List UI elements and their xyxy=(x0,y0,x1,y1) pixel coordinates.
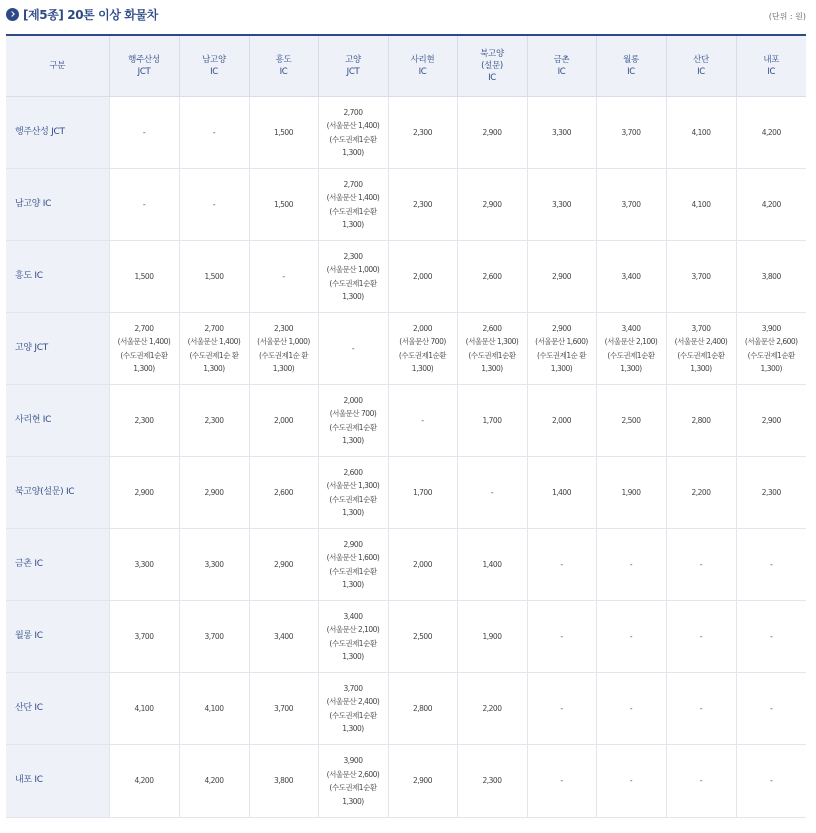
fare-cell: 4,100 xyxy=(179,673,249,745)
column-header: 내포 IC xyxy=(736,35,806,97)
table-row xyxy=(6,673,806,745)
fare-cell: 2,300 xyxy=(388,169,457,241)
fare-cell: 1,400 xyxy=(527,457,596,529)
fare-cell: 2,700 (서울문산 1,400) (수도권제1순 환 1,300) xyxy=(179,313,249,385)
table-header-row xyxy=(6,35,806,97)
fare-cell: 1,500 xyxy=(249,97,318,169)
fare-cell: - xyxy=(736,601,806,673)
row-header: 행주산성 JCT xyxy=(6,97,109,169)
fare-cell: 4,200 xyxy=(736,97,806,169)
fare-cell: 4,100 xyxy=(109,673,179,745)
fare-cell: - xyxy=(736,673,806,745)
fare-cell: 2,000 (서울문산 700) (수도권제1순환 1,300) xyxy=(318,385,388,457)
fare-cell: 3,400 (서울문산 2,100) (수도권제1순환 1,300) xyxy=(596,313,666,385)
fare-cell: - xyxy=(666,529,736,601)
fare-cell: 2,000 xyxy=(388,529,457,601)
fare-cell: 2,900 (서울문산 1,600) (수도권제1순 환 1,300) xyxy=(527,313,596,385)
fare-cell: 2,800 xyxy=(666,385,736,457)
row-header: 고양 JCT xyxy=(6,313,109,385)
column-header: 금촌 IC xyxy=(527,35,596,97)
fare-cell: 2,200 xyxy=(457,673,527,745)
unit-label: (단위 : 원) xyxy=(768,12,806,21)
fare-cell: - xyxy=(179,97,249,169)
fare-cell: 1,500 xyxy=(179,241,249,313)
table-row xyxy=(6,745,806,818)
fare-cell: 2,900 xyxy=(109,457,179,529)
fare-cell: - xyxy=(318,313,388,385)
section-title: [제5종] 20톤 이상 화물차 xyxy=(23,8,158,22)
corner-header: 구분 xyxy=(6,35,109,97)
section-header xyxy=(0,0,816,34)
column-header: 산단 IC xyxy=(666,35,736,97)
table-row xyxy=(6,241,806,313)
table-row xyxy=(6,97,806,169)
fare-cell: 2,800 xyxy=(388,673,457,745)
fare-cell: 2,600 xyxy=(457,241,527,313)
fare-cell: 3,700 (서울문산 2,400) (수도권제1순환 1,300) xyxy=(318,673,388,745)
fare-cell: 3,900 (서울문산 2,600) (수도권제1순환 1,300) xyxy=(736,313,806,385)
fare-cell: - xyxy=(596,673,666,745)
fare-cell: - xyxy=(109,97,179,169)
fare-cell: 2,900 (서울문산 1,600) (수도권제1순환 1,300) xyxy=(318,529,388,601)
fare-cell: - xyxy=(527,529,596,601)
table-row xyxy=(6,601,806,673)
fare-cell: 3,800 xyxy=(736,241,806,313)
fare-cell: - xyxy=(527,745,596,818)
column-header: 행주산성 JCT xyxy=(109,35,179,97)
fare-cell: 2,600 (서울문산 1,300) (수도권제1순환 1,300) xyxy=(318,457,388,529)
fare-cell: 4,200 xyxy=(736,169,806,241)
fare-cell: 2,300 (서울문산 1,000) (수도권제1순환 1,300) xyxy=(318,241,388,313)
fare-cell: - xyxy=(596,529,666,601)
fare-cell: - xyxy=(736,529,806,601)
fare-cell: 2,900 xyxy=(457,97,527,169)
fare-cell: 1,900 xyxy=(457,601,527,673)
fare-cell: 3,700 xyxy=(249,673,318,745)
column-header: 흥도 IC xyxy=(249,35,318,97)
fare-cell: 3,300 xyxy=(527,97,596,169)
fare-cell: 1,700 xyxy=(388,457,457,529)
chevron-circle-icon xyxy=(6,8,19,21)
fare-cell: - xyxy=(666,601,736,673)
fare-cell: 2,900 xyxy=(736,385,806,457)
fare-cell: - xyxy=(109,169,179,241)
toll-fare-table xyxy=(6,34,806,818)
fare-cell: 2,700 (서울문산 1,400) (수도권제1순환 1,300) xyxy=(318,97,388,169)
fare-cell: 2,300 xyxy=(179,385,249,457)
fare-cell: - xyxy=(527,601,596,673)
fare-cell: 3,300 xyxy=(179,529,249,601)
fare-cell: 2,900 xyxy=(457,169,527,241)
fare-cell: 2,300 xyxy=(109,385,179,457)
fare-cell: 2,000 xyxy=(527,385,596,457)
fare-cell: 2,900 xyxy=(249,529,318,601)
fare-cell: - xyxy=(666,673,736,745)
fare-cell: 3,700 xyxy=(666,241,736,313)
fare-cell: 1,400 xyxy=(457,529,527,601)
fare-cell: 1,900 xyxy=(596,457,666,529)
fare-cell: - xyxy=(249,241,318,313)
fare-cell: 1,700 xyxy=(457,385,527,457)
row-header: 흥도 IC xyxy=(6,241,109,313)
fare-cell: 2,600 (서울문산 1,300) (수도권제1순환 1,300) xyxy=(457,313,527,385)
fare-cell: 2,700 (서울문산 1,400) (수도권제1순환 1,300) xyxy=(318,169,388,241)
fare-cell: 3,400 xyxy=(596,241,666,313)
fare-cell: 3,300 xyxy=(109,529,179,601)
fare-cell: 3,400 (서울문산 2,100) (수도권제1순환 1,300) xyxy=(318,601,388,673)
column-header: 고양 JCT xyxy=(318,35,388,97)
fare-cell: 2,700 (서울문산 1,400) (수도권제1순환 1,300) xyxy=(109,313,179,385)
fare-cell: 2,500 xyxy=(596,385,666,457)
table-row xyxy=(6,169,806,241)
column-header: 사리현 IC xyxy=(388,35,457,97)
fare-cell: 3,300 xyxy=(527,169,596,241)
fare-cell: 4,200 xyxy=(179,745,249,818)
fare-cell: - xyxy=(179,169,249,241)
fare-cell: 3,700 (서울문산 2,400) (수도권제1순환 1,300) xyxy=(666,313,736,385)
fare-cell: 2,900 xyxy=(179,457,249,529)
row-header: 남고양 IC xyxy=(6,169,109,241)
row-header: 산단 IC xyxy=(6,673,109,745)
fare-cell: 2,000 xyxy=(249,385,318,457)
table-row xyxy=(6,529,806,601)
fare-cell: 3,800 xyxy=(249,745,318,818)
row-header: 금촌 IC xyxy=(6,529,109,601)
row-header: 월롱 IC xyxy=(6,601,109,673)
fare-cell: 3,400 xyxy=(249,601,318,673)
fare-cell: - xyxy=(596,601,666,673)
fare-cell: 2,000 xyxy=(388,241,457,313)
fare-cell: 2,300 xyxy=(736,457,806,529)
fare-cell: - xyxy=(666,745,736,818)
fare-cell: 2,900 xyxy=(527,241,596,313)
fare-cell: - xyxy=(596,745,666,818)
table-row xyxy=(6,313,806,385)
column-header: 월롱 IC xyxy=(596,35,666,97)
table-row xyxy=(6,385,806,457)
fare-cell: - xyxy=(736,745,806,818)
fare-cell: 3,700 xyxy=(179,601,249,673)
row-header: 내포 IC xyxy=(6,745,109,818)
column-header: 북고양 (설문) IC xyxy=(457,35,527,97)
fare-cell: 2,600 xyxy=(249,457,318,529)
table-row xyxy=(6,457,806,529)
fare-cell: 2,300 xyxy=(457,745,527,818)
fare-cell: - xyxy=(388,385,457,457)
fare-cell: 4,200 xyxy=(109,745,179,818)
fare-cell: - xyxy=(527,673,596,745)
fare-cell: 2,000 (서울문산 700) (수도권제1순환 1,300) xyxy=(388,313,457,385)
fare-cell: 3,700 xyxy=(596,97,666,169)
column-header: 남고양 IC xyxy=(179,35,249,97)
fare-cell: 4,100 xyxy=(666,169,736,241)
fare-cell: 1,500 xyxy=(109,241,179,313)
fare-cell: 3,700 xyxy=(109,601,179,673)
fare-cell: 2,200 xyxy=(666,457,736,529)
fare-cell: 3,900 (서울문산 2,600) (수도권제1순환 1,300) xyxy=(318,745,388,818)
fare-cell: 4,100 xyxy=(666,97,736,169)
fare-cell: 3,700 xyxy=(596,169,666,241)
fare-cell: 2,900 xyxy=(388,745,457,818)
row-header: 사리현 IC xyxy=(6,385,109,457)
fare-cell: - xyxy=(457,457,527,529)
fare-cell: 2,300 (서울문산 1,000) (수도권제1순 환 1,300) xyxy=(249,313,318,385)
fare-cell: 2,500 xyxy=(388,601,457,673)
fare-cell: 1,500 xyxy=(249,169,318,241)
row-header: 북고양(설문) IC xyxy=(6,457,109,529)
fare-cell: 2,300 xyxy=(388,97,457,169)
